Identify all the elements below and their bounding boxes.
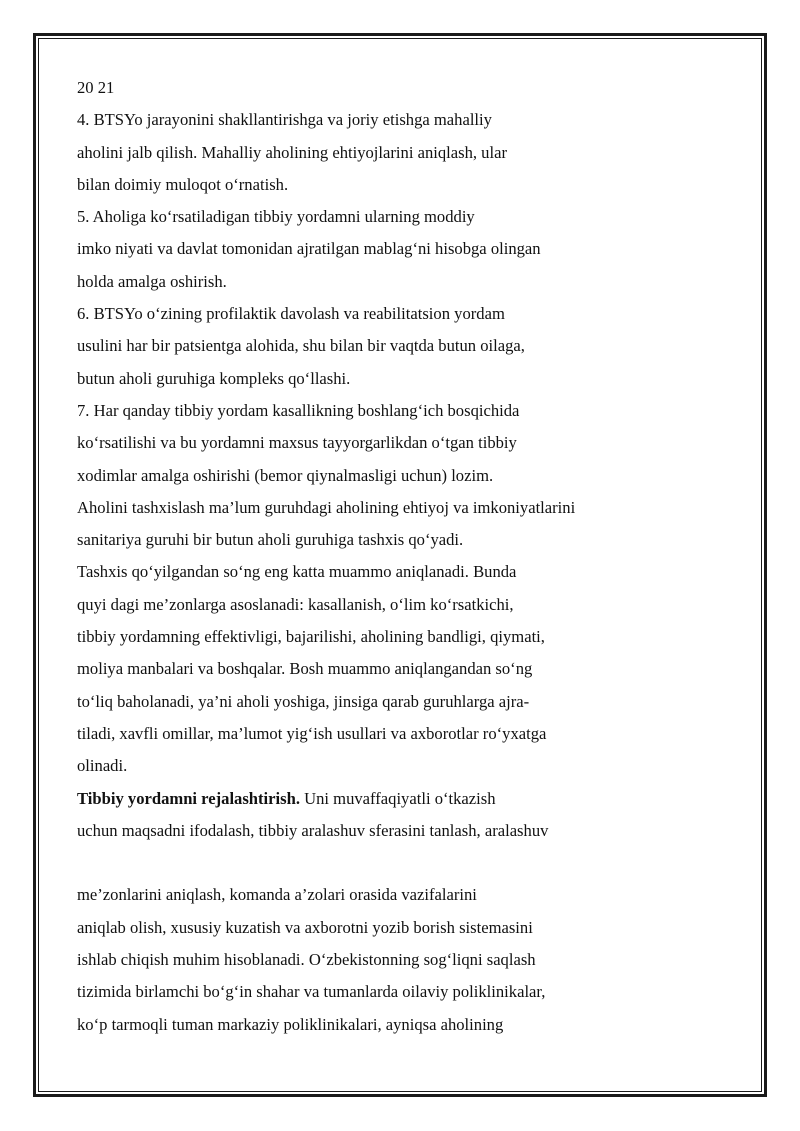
- text-line: bilan doimiy muloqot o‘rnatish.: [77, 174, 289, 194]
- text-line: butun aholi guruhiga kompleks qo‘llashi.: [77, 368, 351, 388]
- text-line: usulini har bir patsientga alohida, shu bilan bir vaqtda butun oilaga,: [77, 336, 525, 356]
- text-line: to‘liq baholanadi, ya’ni aholi yoshiga, jinsiga qarab guruhlarga ajra-: [77, 691, 530, 711]
- text-line: tizimida birlamchi bo‘g‘in shahar va tumanlarda oilaviy poliklinikalar,: [77, 982, 546, 1002]
- text-line: 6. BTSYo o‘zining profilaktik davolash va reabilitatsion yordam: [77, 304, 505, 324]
- page-body: [77, 72, 757, 1041]
- text-line: olinadi.: [77, 756, 128, 776]
- text-line: imko niyati va davlat tomonidan ajratilgan mablag‘ni hisobga olingan: [77, 239, 541, 259]
- section-heading: Tibbiy yordamni rejalashtirish.: [77, 788, 300, 808]
- page-number: 20 21: [77, 78, 115, 97]
- text-line: xodimlar amalga oshirishi (bemor qiynalmasligi uchun) lozim.: [77, 465, 494, 485]
- text-line: uchun maqsadni ifodalash, tibbiy aralashuv sferasini tanlash, aralashuv: [77, 820, 549, 840]
- text-line: holda amalga oshirish.: [77, 271, 227, 291]
- text-line: me’zonlarini aniqlash, komanda a’zolari orasida vazifalarini: [77, 885, 477, 905]
- text-line: tibbiy yordamning effektivligi, bajarilishi, aholining bandligi, qiymati,: [77, 627, 545, 647]
- text-line: Tashxis qo‘yilgandan so‘ng eng katta muammo aniqlanadi. Bunda: [77, 562, 517, 582]
- section-heading-continuation: Uni muvaffaqiyatli o‘tkazish: [299, 788, 496, 808]
- text-line: 5. Aholiga ko‘rsatiladigan tibbiy yordamni ularning moddiy: [77, 207, 475, 227]
- text-line: ishlab chiqish muhim hisoblanadi. O‘zbekistonning sog‘liqni saqlash: [77, 950, 536, 970]
- text-line: ko‘rsatilishi va bu yordamni maxsus tayyorgarlikdan o‘tgan tibbiy: [77, 433, 517, 453]
- text-line: 4. BTSYo jarayonini shakllantirishga va joriy etishga mahalliy: [77, 110, 492, 130]
- text-line: aholini jalb qilish. Mahalliy aholining ehtiyojlarini aniqlash, ular: [77, 142, 507, 162]
- text-line: sanitariya guruhi bir butun aholi guruhiga tashxis qo‘yadi.: [77, 530, 464, 550]
- blank-line: [77, 847, 757, 879]
- text-line: aniqlab olish, xususiy kuzatish va axborotni yozib borish sistemasini: [77, 917, 533, 937]
- text-line: ko‘p tarmoqli tuman markaziy poliklinikalari, ayniqsa aholining: [77, 1014, 504, 1034]
- text-line: tiladi, xavfli omillar, ma’lumot yig‘ish usullari va axborotlar ro‘yxatga: [77, 723, 547, 743]
- text-line: quyi dagi me’zonlarga asoslanadi: kasallanish, o‘lim ko‘rsatkichi,: [77, 594, 514, 614]
- section-heading-line: [77, 783, 757, 815]
- text-line: moliya manbalari va boshqalar. Bosh muammo aniqlangandan so‘ng: [77, 659, 533, 679]
- text-line: 7. Har qanday tibbiy yordam kasallikning boshlang‘ich bosqichida: [77, 400, 520, 420]
- text-line: Aholini tashxislash ma’lum guruhdagi aholining ehtiyoj va imkoniyatlarini: [77, 497, 576, 517]
